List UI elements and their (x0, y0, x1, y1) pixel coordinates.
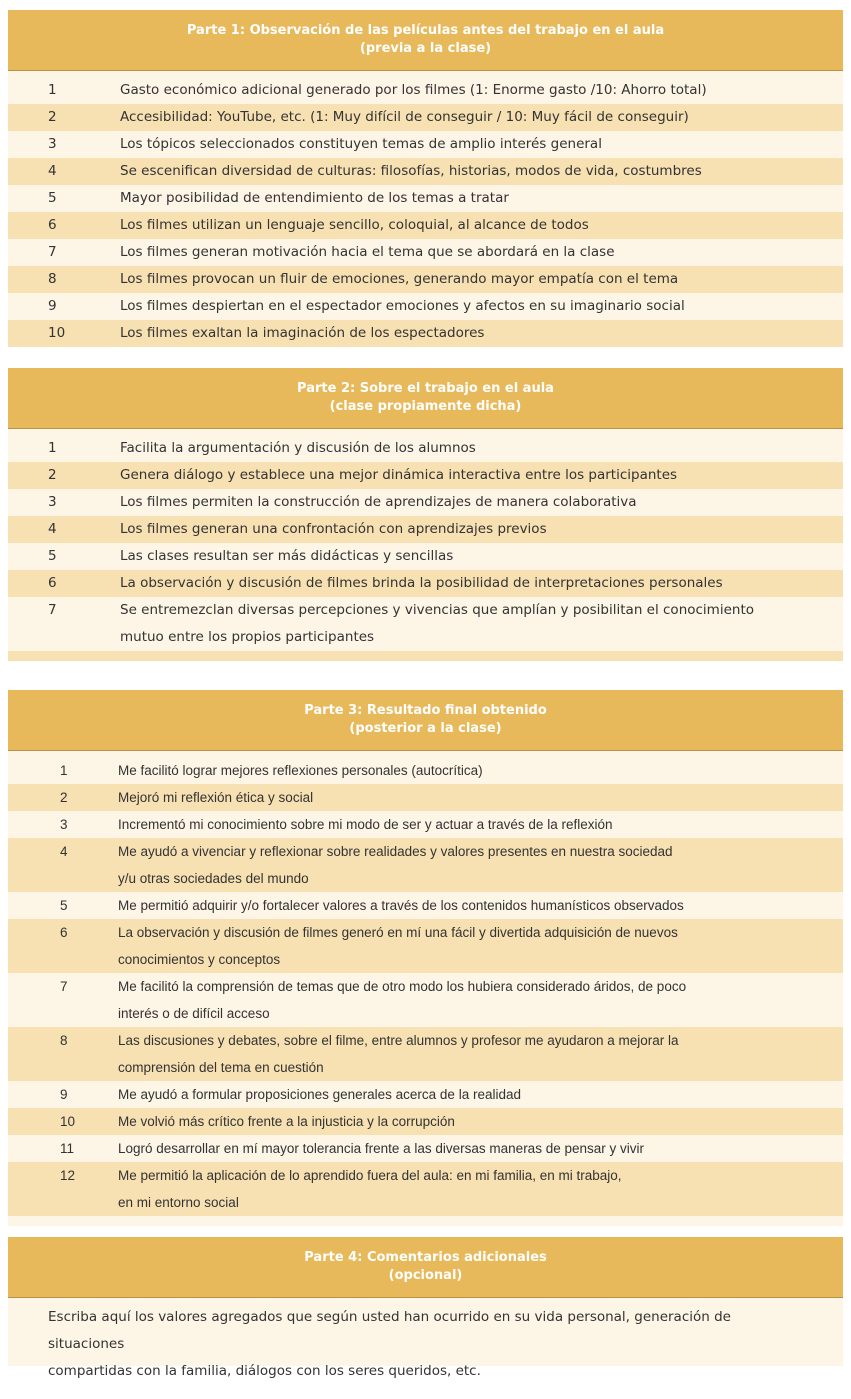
section-header (8, 368, 843, 429)
table-row (8, 104, 843, 131)
item-statement-line: Las clases resultan ser más didácticas y sencillas (120, 548, 454, 564)
item-statement (120, 435, 843, 462)
item-number: 4 (60, 844, 68, 859)
item-statement (118, 892, 843, 919)
table-row (8, 131, 843, 158)
item-statement-line: conocimientos y conceptos (118, 952, 281, 967)
item-statement (120, 77, 843, 104)
item-statement-line: Facilita la argumentación y discusión de los alumnos (120, 440, 476, 456)
table-row (8, 1135, 843, 1162)
item-number: 7 (60, 979, 68, 994)
item-statement (120, 320, 843, 347)
section-subtitle: (previa a la clase) (359, 41, 492, 56)
table-row (8, 570, 843, 597)
item-statement-line: Me facilitó la comprensión de temas que de otro modo los hubiera considerado áridos, de poco (118, 979, 687, 994)
table-row (8, 1108, 843, 1135)
survey-section-2 (8, 368, 843, 661)
item-number: 3 (48, 494, 57, 510)
item-statement-line: Gasto económico adicional generado por los filmes (1: Enorme gasto /10: Ahorro total) (120, 82, 707, 98)
item-statement (118, 838, 843, 892)
item-statement-line: Los filmes despiertan en el espectador emociones y afectos en su imaginario social (120, 298, 685, 314)
item-number: 7 (48, 602, 57, 618)
item-statement-line: Los filmes generan una confrontación con aprendizajes previos (120, 521, 547, 537)
section-subtitle: (opcional) (388, 1268, 463, 1283)
item-statement (118, 784, 843, 811)
table-row (8, 320, 843, 347)
item-statement (118, 1027, 843, 1081)
item-statement-line: Me volvió más crítico frente a la injusticia y la corrupción (118, 1114, 455, 1129)
item-number: 3 (48, 136, 57, 152)
table-row (8, 158, 843, 185)
table-row (8, 597, 843, 651)
section-title: Parte 1: Observación de las películas antes del trabajo en el aula (186, 23, 665, 38)
table-row (8, 838, 843, 892)
item-number: 11 (60, 1141, 75, 1156)
item-statement-line: Me ayudó a formular proposiciones generales acerca de la realidad (118, 1087, 521, 1102)
item-number: 6 (48, 217, 57, 233)
survey-section-1 (8, 10, 843, 347)
item-statement (120, 212, 843, 239)
item-statement (120, 543, 843, 570)
item-statement (118, 811, 843, 838)
table-row (8, 1027, 843, 1081)
section-header (8, 690, 843, 751)
table-row (8, 892, 843, 919)
table-row (8, 435, 843, 462)
item-statement (120, 266, 843, 293)
table-row (8, 266, 843, 293)
item-statement-line: Los filmes permiten la construcción de aprendizajes de manera colaborativa (120, 494, 637, 510)
table-row (8, 462, 843, 489)
item-statement-line: Accesibilidad: YouTube, etc. (1: Muy difícil de conseguir / 10: Muy fácil de conseguir) (120, 109, 689, 125)
section-title: Parte 3: Resultado final obtenido (304, 703, 547, 718)
item-statement-line: Logró desarrollar en mí mayor tolerancia frente a las diversas maneras de pensar y vivir (118, 1141, 644, 1156)
item-number: 2 (48, 109, 57, 125)
table-row (8, 239, 843, 266)
item-statement (120, 516, 843, 543)
item-statement (120, 104, 843, 131)
item-statement (118, 1081, 843, 1108)
item-number: 6 (48, 575, 57, 591)
item-number: 10 (48, 325, 66, 341)
table-row (8, 784, 843, 811)
section-bottom-spacer (8, 1216, 843, 1226)
section-subtitle: (clase propiamente dicha) (329, 399, 522, 414)
item-statement-line: Me facilitó lograr mejores reflexiones personales (autocrítica) (118, 763, 483, 778)
item-number: 1 (60, 763, 68, 778)
item-statement-line: y/u otras sociedades del mundo (118, 871, 309, 886)
item-statement-line: Incrementó mi conocimiento sobre mi modo de ser y actuar a través de la reflexión (118, 817, 613, 832)
item-statement-line: Mejoró mi reflexión ética y social (118, 790, 314, 805)
table-row (8, 757, 843, 784)
comment-instructions (8, 1298, 843, 1379)
item-number: 9 (60, 1087, 68, 1102)
section-header (8, 1237, 843, 1298)
item-statement-line: La observación y discusión de filmes brinda la posibilidad de interpretaciones personales (120, 575, 723, 591)
item-number: 1 (48, 440, 57, 456)
item-number: 1 (48, 82, 57, 98)
item-statement-line: Mayor posibilidad de entendimiento de los temas a tratar (120, 190, 509, 206)
item-statement-line: comprensión del tema en cuestión (118, 1060, 324, 1075)
comment-line: compartidas con la familia, diálogos con los seres queridos, etc. (48, 1363, 481, 1379)
item-number: 2 (60, 790, 68, 805)
item-statement (118, 1162, 843, 1216)
table-row (8, 1162, 843, 1216)
item-statement (118, 973, 843, 1027)
item-statement-line: Los filmes utilizan un lenguaje sencillo, coloquial, al alcance de todos (120, 217, 589, 233)
comment-line: Escriba aquí los valores agregados que según usted han ocurrido en su vida personal, generación de situaciones (48, 1309, 731, 1352)
item-number: 3 (60, 817, 68, 832)
item-number: 6 (60, 925, 68, 940)
item-statement-line: Se entremezclan diversas percepciones y vivencias que amplían y posibilitan el conocimiento (120, 602, 754, 618)
table-row (8, 489, 843, 516)
item-number: 4 (48, 521, 57, 537)
section-subtitle: (posterior a la clase) (349, 721, 502, 736)
item-statement-line: Genera diálogo y establece una mejor dinámica interactiva entre los participantes (120, 467, 678, 483)
table-row (8, 77, 843, 104)
survey-section-3 (8, 690, 843, 1226)
item-statement-line: Los filmes exaltan la imaginación de los espectadores (120, 325, 485, 341)
item-statement (120, 293, 843, 320)
item-number: 2 (48, 467, 57, 483)
item-statement-line: Los tópicos seleccionados constituyen temas de amplio interés general (120, 136, 602, 152)
item-statement (120, 131, 843, 158)
item-number: 4 (48, 163, 57, 179)
item-statement-line: Los filmes generan motivación hacia el tema que se abordará en la clase (120, 244, 615, 260)
item-statement (118, 919, 843, 973)
item-statement-line: mutuo entre los propios participantes (120, 629, 375, 645)
item-number: 12 (60, 1168, 76, 1183)
item-statement (120, 158, 843, 185)
item-number: 8 (60, 1033, 68, 1048)
table-row (8, 293, 843, 320)
item-statement (120, 597, 843, 651)
item-number: 5 (48, 548, 57, 564)
item-statement (118, 1108, 843, 1135)
item-statement-line: Los filmes provocan un fluir de emociones, generando mayor empatía con el tema (120, 271, 679, 287)
table-row (8, 516, 843, 543)
item-statement-line: Las discusiones y debates, sobre el filme, entre alumnos y profesor me ayudaron a mejorar la (118, 1033, 679, 1048)
item-statement (118, 757, 843, 784)
table-row (8, 919, 843, 973)
item-number: 10 (60, 1114, 76, 1129)
item-statement-line: en mi entorno social (118, 1195, 239, 1210)
item-statement (118, 1135, 843, 1162)
section-bottom-spacer (8, 651, 843, 661)
section-title: Parte 2: Sobre el trabajo en el aula (297, 381, 554, 396)
table-row (8, 1081, 843, 1108)
survey-section-4 (8, 1237, 843, 1379)
item-statement (120, 462, 843, 489)
section-header (8, 10, 843, 71)
table-row (8, 185, 843, 212)
section-title: Parte 4: Comentarios adicionales (304, 1250, 547, 1265)
item-statement (120, 570, 843, 597)
item-number: 5 (60, 898, 68, 913)
item-statement (120, 239, 843, 266)
item-statement-line: Me permitió la aplicación de lo aprendido fuera del aula: en mi familia, en mi trabajo, (118, 1168, 622, 1183)
item-number: 9 (48, 298, 57, 314)
item-statement-line: Me permitió adquirir y/o fortalecer valores a través de los contenidos humanísticos observados (118, 898, 684, 913)
item-number: 7 (48, 244, 57, 260)
item-number: 5 (48, 190, 57, 206)
table-row (8, 973, 843, 1027)
item-statement-line: Se escenifican diversidad de culturas: filosofías, historias, modos de vida, costumbres (120, 163, 702, 179)
table-row (8, 543, 843, 570)
item-statement (120, 489, 843, 516)
item-statement-line: Me ayudó a vivenciar y reflexionar sobre realidades y valores presentes en nuestra sociedad (118, 844, 673, 859)
table-row (8, 212, 843, 239)
item-statement-line: interés o de difícil acceso (118, 1006, 270, 1021)
table-row (8, 811, 843, 838)
item-statement (120, 185, 843, 212)
item-number: 8 (48, 271, 57, 287)
item-statement-line: La observación y discusión de filmes generó en mí una fácil y divertida adquisición de nuevos (118, 925, 678, 940)
